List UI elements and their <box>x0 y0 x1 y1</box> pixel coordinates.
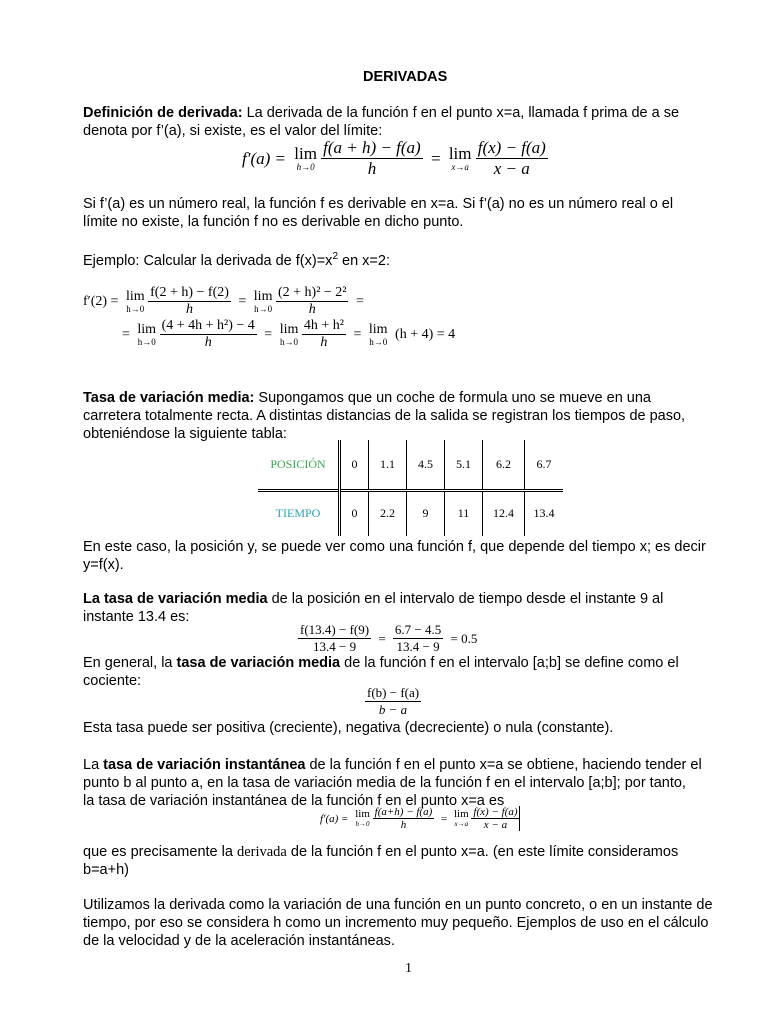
ejemplo-line <box>83 248 390 270</box>
ejemplo-formula-row-2 <box>122 318 459 351</box>
after-text-a: que es precisamente la <box>83 844 237 860</box>
general-line-2: cociente: <box>83 673 142 689</box>
ejemplo-exponent: 2 <box>332 251 338 262</box>
inst-formula-lim-1: lim h→0 <box>355 808 370 828</box>
row1-equals-1: = <box>238 293 247 309</box>
formula-fraction-1: $\frac{f(a + h) - f(a)}{h}$ <box>323 138 421 178</box>
uso-line-2: tiempo, por eso se considera h como un incremento muy pequeño. Ejemplos de uso en el cálculo <box>83 915 709 931</box>
general-line-1 <box>83 654 679 672</box>
table-cell: 9 <box>407 490 445 536</box>
caso-line-1: En este caso, la posición y, se puede ver como una función f, que depende del tiempo x; es decir <box>83 539 706 555</box>
tvm-formula <box>298 622 481 655</box>
uso-line-3: de la velocidad y de la aceleración instantáneas. <box>83 933 395 949</box>
tvm-fraction-2: $\frac{6.7 - 4.5}{13.4 - 9}$ <box>394 622 442 654</box>
instantanea-line-2: punto b al punto a, en la tasa de variación media de la función f en el intervalo [a;b]; por tanto, <box>83 775 686 791</box>
inst-formula-fraction-1: $\frac{f(a+h) - f(a)}{h}$ <box>374 806 433 831</box>
tvm-heading: La tasa de variación media <box>83 591 268 607</box>
formula-equals: = <box>430 148 441 168</box>
row1-lhs: f′(2) = <box>83 293 119 309</box>
table-cell: 5.1 <box>445 440 483 490</box>
uso-line-1: Utilizamos la derivada como la variación de una función en un punto concreto, o en un instante de <box>83 897 713 913</box>
general-bold: tasa de variación media <box>176 655 341 671</box>
table-cell: 12.4 <box>483 490 525 536</box>
tvm-equals-2: = 0.5 <box>450 630 478 646</box>
tvm-text-1: de la posición en el intervalo de tiempo desde el instante 9 al <box>267 591 664 607</box>
definicion-heading: Definición de derivada: <box>83 105 243 121</box>
general-fraction: $\frac{f(b) - f(a)}{b - a}$ <box>367 685 420 717</box>
table-cell: 6.7 <box>525 440 564 490</box>
row2-lim-2: lim h→0 <box>279 321 299 347</box>
row1-lim: lim h→0 <box>125 288 145 314</box>
instantanea-after-line-1 <box>83 843 678 861</box>
after-text-b: de la función f en el punto x=a. (en este límite consideramos <box>286 844 679 860</box>
tasa-media-line-1 <box>83 389 651 407</box>
instantanea-line-1 <box>83 756 702 774</box>
row2-equals-1: = <box>264 326 273 342</box>
instantanea-formula <box>320 806 520 831</box>
row2-fraction-1: $\frac{\text{(4 + 4h + h²) − 4}}{h}$ <box>161 318 255 350</box>
table-cell: 0 <box>340 490 369 536</box>
inst-formula-equals: = <box>441 812 448 825</box>
ejemplo-text-b: en x=2: <box>338 252 390 269</box>
table-label-posicion: POSICIÓN <box>258 440 340 490</box>
tvm-equals-1: = <box>378 630 386 646</box>
definicion-formula <box>242 138 548 179</box>
row2-fraction-2: $\frac{\text{4h + h²}}{h}$ <box>303 318 344 350</box>
tasa-media-line-3: obteniéndose la siguiente tabla: <box>83 426 287 442</box>
table-cell: 13.4 <box>525 490 564 536</box>
instantanea-text-a: La <box>83 757 104 773</box>
inst-formula-fraction-2: $\frac{f(x) - f(a)}{x - a}$ <box>471 806 520 831</box>
table-label-tiempo: TIEMPO <box>258 490 340 536</box>
definicion-text-1: La derivada de la función f en el punto x=a, llamada f prima de a se <box>242 105 680 121</box>
tvm-line-1 <box>83 590 663 608</box>
table-row-tiempo <box>258 490 563 536</box>
inst-formula-lim-2: lim x→a <box>453 808 469 828</box>
instantanea-text-b: de la función f en el punto x=a se obtiene, haciendo tender el <box>305 757 702 773</box>
general-text-a: En general, la <box>83 655 177 671</box>
ejemplo-text-a: Ejemplo: Calcular la derivada de f(x)=x <box>83 252 333 269</box>
row2-lim-1: lim h→0 <box>137 321 157 347</box>
instantanea-line-3: la tasa de variación instantánea de la función f en el punto x=a es <box>83 793 505 809</box>
row2-tail: (h + 4) = 4 <box>395 326 456 342</box>
tvm-line-2: instante 13.4 es: <box>83 609 190 625</box>
page-number: 1 <box>405 961 412 976</box>
inst-formula-lhs: f′(a) = <box>320 812 349 825</box>
table-cell: 0 <box>340 440 369 490</box>
row1-lim-2: lim h→0 <box>253 288 273 314</box>
derivable-line-1: Si f’(a) es un número real, la función f es derivable en x=a. Si f’(a) no es un número real o el <box>83 196 674 212</box>
tvm-fraction-1: $\frac{f(13.4) - f(9)}{13.4 - 9}$ <box>300 622 370 654</box>
table-cell: 1.1 <box>369 440 407 490</box>
row1-fraction-1: $\frac{f(2 + h) - f(2)}{h}$ <box>150 285 229 317</box>
formula-lim-2: lim x→a <box>448 144 472 172</box>
after-derivada: derivada <box>236 844 287 860</box>
definicion-line-2: denota por f’(a), si existe, es el valor del límite: <box>83 123 383 139</box>
general-formula <box>365 685 421 718</box>
table-cell: 6.2 <box>483 440 525 490</box>
row2-lim-3: lim h→0 <box>368 321 388 347</box>
posicion-tiempo-table <box>258 440 563 536</box>
ejemplo-formula-row-1 <box>83 285 368 318</box>
general-text-b: de la función f en el intervalo [a;b] se define como el <box>340 655 679 671</box>
row2-equals-0: = <box>122 326 130 342</box>
formula-lim-1: lim h→0 <box>294 144 317 172</box>
instantanea-after-line-2: b=a+h) <box>83 862 129 878</box>
instantanea-bold: tasa de variación instantánea <box>103 757 306 773</box>
table-cell: 2.2 <box>369 490 407 536</box>
caso-line-2: y=f(x). <box>83 557 124 573</box>
derivable-line-2: límite no existe, la función f no es derivable en dicho punto. <box>83 214 464 230</box>
tasa-media-line-2: carretera totalmente recta. A distintas distancias de la salida se registran los tiempos de paso, <box>83 408 686 424</box>
page-title: DERIVADAS <box>363 69 448 85</box>
table-row-posicion <box>258 440 563 490</box>
signo-line: Esta tasa puede ser positiva (creciente), negativa (decreciente) o nula (constante). <box>83 720 614 736</box>
table-cell: 11 <box>445 490 483 536</box>
table-cell: 4.5 <box>407 440 445 490</box>
definicion-line-1 <box>83 104 679 122</box>
tasa-media-text-1: Supongamos que un coche de formula uno se mueve en una <box>254 390 651 406</box>
row2-equals-2: = <box>353 326 362 342</box>
formula-lhs: f′(a) = <box>242 148 286 168</box>
tasa-media-heading: Tasa de variación media: <box>83 390 255 406</box>
row1-fraction-2: $\frac{\text{(2 + h)² − 2²}}{h}$ <box>277 285 347 317</box>
formula-fraction-2: $\frac{f(x) - f(a)}{x - a}$ <box>477 138 546 178</box>
row1-equals-2: = <box>355 293 364 309</box>
